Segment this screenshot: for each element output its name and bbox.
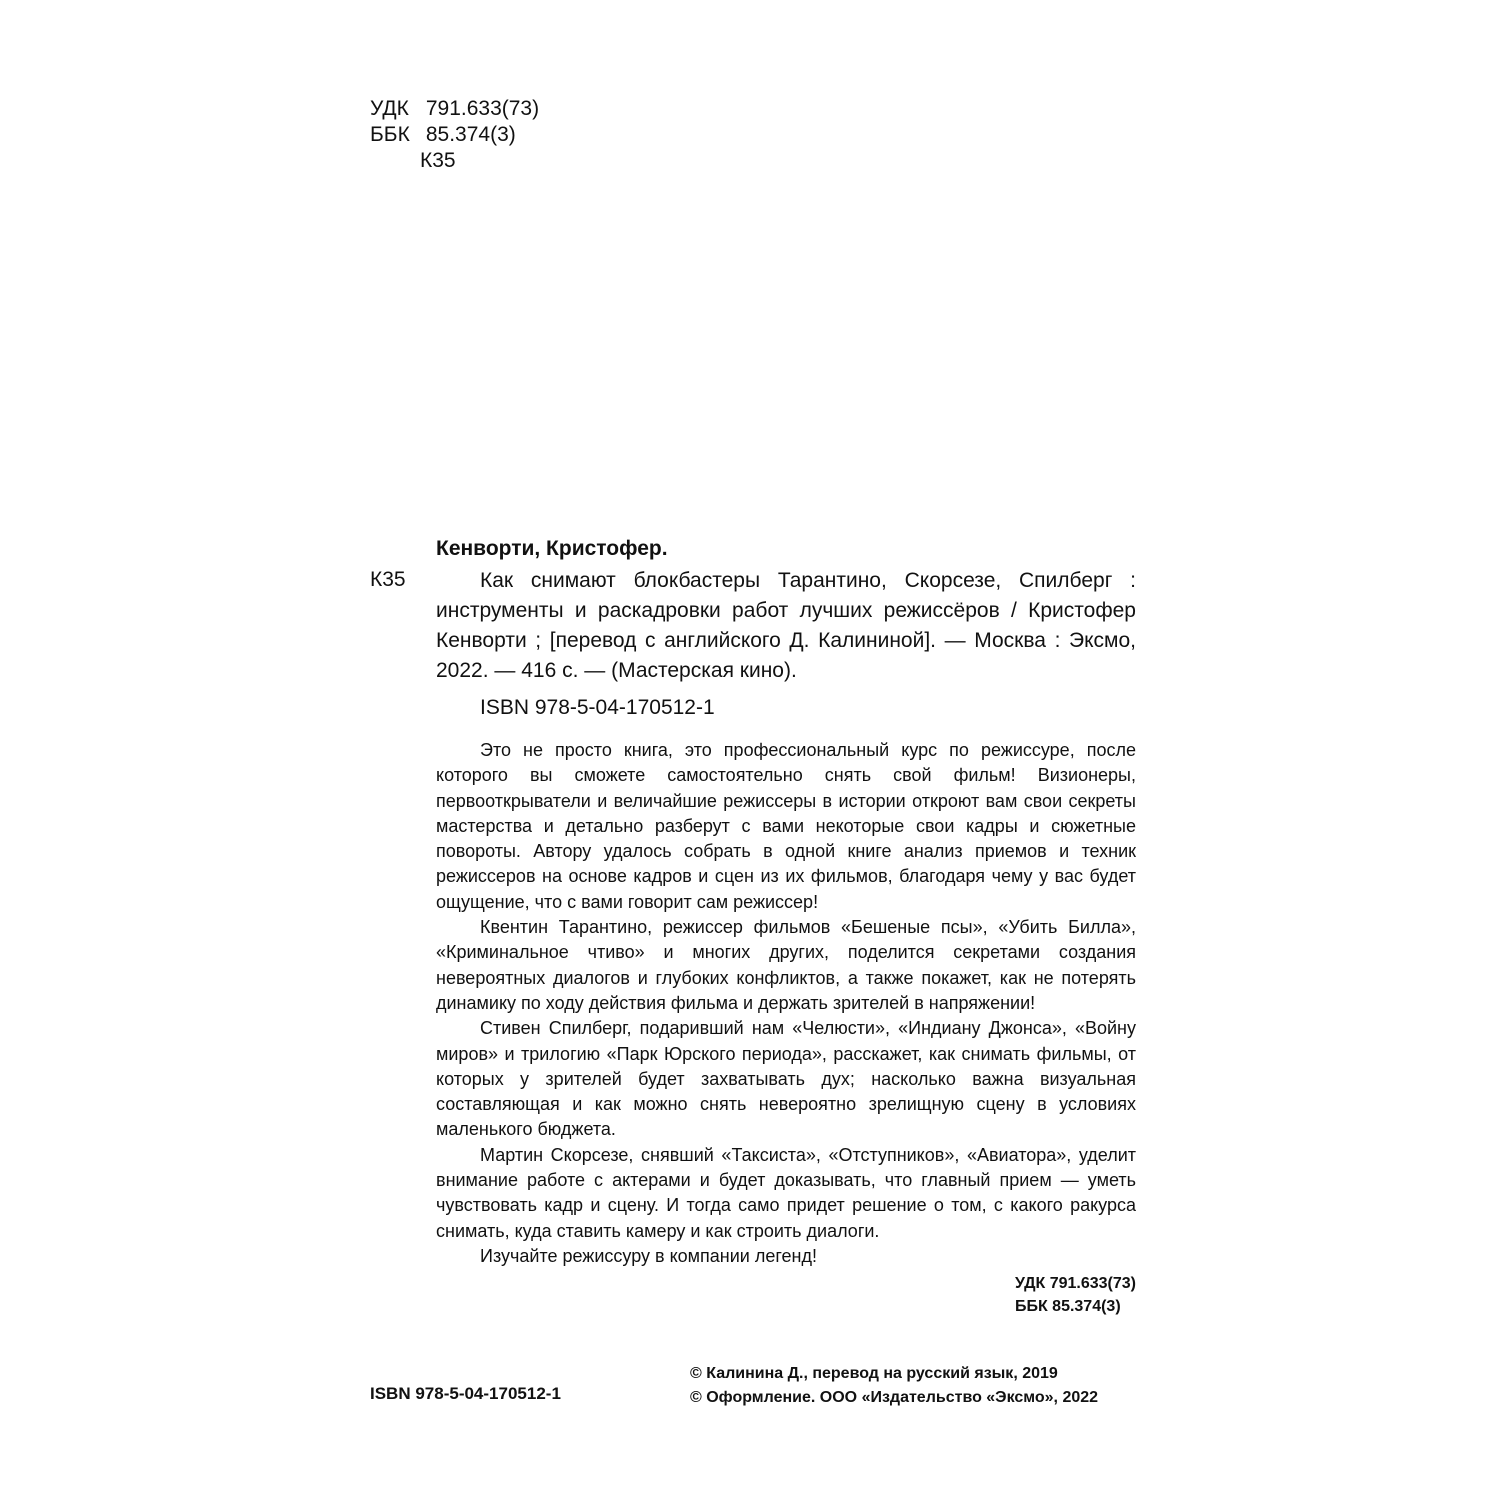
record-description-text: Как снимают блокбастеры Тарантино, Скорсезе, Спилберг : инструменты и раскадровки работ лучших режиссёров / Кристофер Кенворти ; [перевод с английского Д. Калининой]. — Москва : Эксмо, 2022. — 416 с. — (Мастерская кино). — [436, 569, 1136, 682]
copyright-block — [690, 1362, 1098, 1410]
bottom-isbn: ISBN 978-5-04-170512-1 — [370, 1384, 561, 1403]
record-author-mark: К35 — [370, 568, 406, 591]
top-bbk-label: ББК — [370, 123, 410, 146]
bottom-codes — [1015, 1272, 1136, 1318]
annotation-paragraph: Это не просто книга, это профессиональный курс по режиссуре, после которого вы сможете самостоятельно снять свой фильм! Визионеры, первооткрыватели и величайшие режиссеры в истории откроют вам свои секреты мастерства и детально разберут с вами некоторые свои кадры и сюжетные повороты. Автору удалось собрать в одной книге анализ приемов и техник режиссеров на основе кадров и сцен из их фильмов, благодаря чему у вас будет ощущение, что с вами говорит сам режиссер! — [436, 740, 1136, 912]
top-udk-value: 791.633(73) — [425, 97, 540, 120]
bottom-bbk: ББК 85.374(3) — [1014, 1298, 1121, 1315]
annotation-paragraph: Квентин Тарантино, режиссер фильмов «Бешеные псы», «Убить Билла», «Криминальное чтиво» и многих других, поделится секретами создания невероятных диалогов и глубоких конфликтов, а также покажет, как не потерять динамику по ходу действия фильма и держать зрителей в напряжении! — [436, 917, 1136, 1013]
record-description — [436, 566, 1136, 686]
annotation-paragraph: Изучайте режиссуру в компании легенд! — [480, 1245, 817, 1266]
top-bbk-value: 85.374(3) — [425, 123, 516, 146]
copyright-line: © Оформление. ООО «Издательство «Эксмо», 2022 — [690, 1389, 1099, 1406]
top-udk-label: УДК — [370, 97, 409, 120]
annotation-paragraph: Мартин Скорсезе, снявший «Таксиста», «Отступников», «Авиатора», уделит внимание работе с актерами и будет доказывать, что главный прием — уметь чувствовать кадр и сцену. И тогда само придет решение о том, с какого ракурса снимать, куда ставить камеру и как строить диалоги. — [436, 1144, 1136, 1241]
top-author-mark: К35 — [420, 149, 456, 172]
bottom-udk: УДК 791.633(73) — [1014, 1275, 1136, 1292]
annotation-paragraph: Стивен Спилберг, подаривший нам «Челюсти», «Индиану Джонса», «Войну миров» и трилогию «Парк Юрского периода», расскажет, как снимать фильмы, от которых у зрителей будет захватывать дух; насколько важна визуальная составляющая и как можно снять невероятно зрелищную сцену в условиях маленького бюджета. — [436, 1018, 1136, 1140]
top-udk-row — [370, 96, 539, 122]
record-isbn: ISBN 978-5-04-170512-1 — [480, 696, 715, 719]
top-bbk-row — [370, 122, 516, 148]
annotation — [436, 738, 1136, 1269]
record-author: Кенворти, Кристофер. — [436, 537, 668, 560]
copyright-line: © Калинина Д., перевод на русский язык, 2019 — [690, 1365, 1058, 1382]
